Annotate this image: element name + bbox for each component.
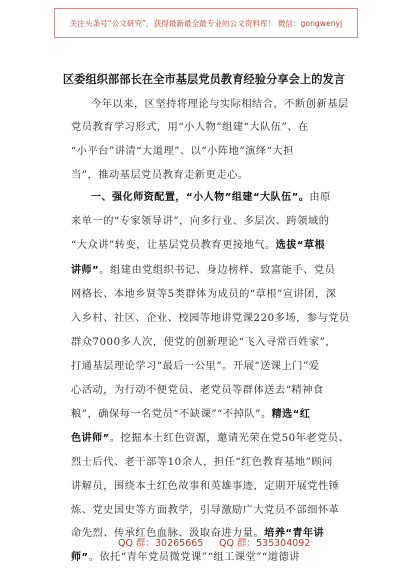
- text-run: 。组建由党组织书记、身边榜样、致富能手、党员: [99, 265, 336, 276]
- bold-text-run: 色讲师”: [71, 433, 110, 444]
- text-run: 当”，推动基层党员教育走新更走心。: [71, 170, 249, 181]
- text-line: [71, 405, 310, 420]
- text-run: 来单一的“专家领导讲”，向多行业、多层次、跨领域的: [71, 216, 330, 227]
- text-line: [71, 236, 325, 251]
- banner-text: 关注头条号“公文研究”，获得最新最全最专业的公文资料库！ 微信：gongwenyj: [69, 18, 343, 28]
- bold-text-run: 培养“青年讲: [264, 528, 325, 539]
- text-line: [71, 357, 320, 372]
- footer-qq-right: QQ 群：535304092: [219, 538, 311, 549]
- text-run: 心活动，为行动不便党员、老党员等群体送去“精神食: [71, 385, 324, 396]
- text-run: 网格长、本地乡贤等5类群体为成员的“草根”宣讲团，深: [71, 289, 337, 300]
- text-line: [71, 477, 339, 492]
- text-line: [71, 501, 339, 516]
- footer-qq-left: QQ 群：30265665: [118, 538, 204, 549]
- text-line: [71, 548, 300, 563]
- bold-text-run: 精选“红: [271, 409, 311, 420]
- text-run: “小平台”讲清“大道理”、以“小阵地”演绎“大担: [71, 146, 294, 157]
- text-line: [71, 166, 249, 181]
- text-line: [71, 118, 309, 133]
- text-line: [71, 309, 350, 324]
- text-line: [71, 212, 329, 227]
- text-run: 打通基层理论学习“最后一公里”。开展“送课上门”爱: [71, 361, 320, 372]
- header-banner: [54, 8, 358, 38]
- text-run: 讲解员，围绕本土红色故事和英雄事迹，定期开展党性锤: [71, 481, 340, 492]
- text-line: [71, 453, 333, 468]
- text-run: 炼、党史国史等方面教学，引导激励广大党员不部细怀革: [71, 505, 340, 516]
- text-line: [71, 261, 335, 276]
- bold-text-run: 师”: [71, 552, 89, 563]
- text-run: 。挖掘本土红色资源，邀请光荣在党50年老党员、: [109, 433, 350, 444]
- page-title: 区委组织部部长在全市基层党员教育经验分享会上的发言: [62, 73, 346, 86]
- text-run: 由原: [309, 192, 331, 203]
- bold-text-run: 讲师”: [71, 265, 100, 276]
- text-run: 粮”，确保每一名党员“不缺课”“不掉队”。: [71, 409, 272, 420]
- text-line: [91, 188, 331, 203]
- text-run: 群众7000多人次，使党的创新理论“飞入寻常百姓家”，: [71, 337, 337, 348]
- bold-text-run: 选拔“草根: [275, 240, 326, 251]
- text-run: 烈士后代、老干部等10余人，担任“红色教育基地”顾问: [71, 457, 333, 468]
- text-run: 命先烈、传承红色血脉、汲取奋进力量。: [71, 528, 265, 539]
- text-line: [71, 142, 294, 157]
- bold-text-run: 一、强化师资配置，“小人物”组建“大队伍”。: [91, 192, 310, 203]
- text-line: [71, 429, 349, 444]
- text-line: [91, 95, 349, 110]
- text-run: “大众讲”转变，让基层党员教育更接地气。: [71, 240, 276, 251]
- text-run: 。依托“青年党员微党课”“组工课堂”“道德讲: [88, 552, 301, 563]
- text-line: [71, 381, 324, 396]
- text-line: [71, 333, 336, 348]
- text-run: 今年以来，区坚持将理论与实际相结合，不断创新基层: [91, 99, 349, 110]
- text-line: [71, 285, 337, 300]
- text-run: 党员教育学习形式，用“小人物”组建“大队伍”、在: [71, 122, 309, 133]
- text-run: 入乡村、社区、企业、校园等地讲党课220多场，参与党员: [71, 313, 350, 324]
